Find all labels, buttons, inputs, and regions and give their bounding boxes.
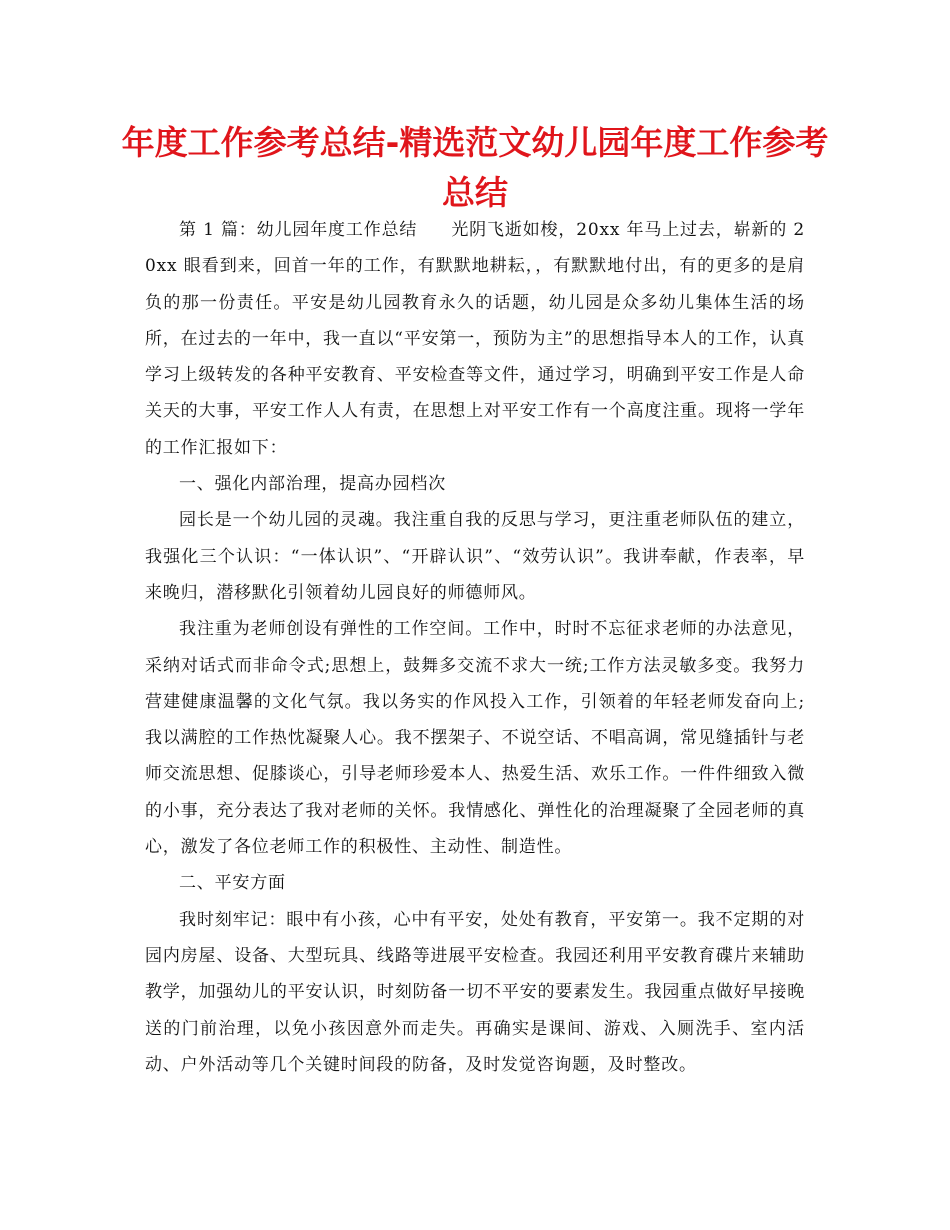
intro-paragraph bbox=[145, 212, 805, 466]
section1-paragraph-1: 园长是一个幼儿园的灵魂。我注重自我的反思与学习，更注重老师队伍的建立，我强化三个认识：“一体认识”、“开辟认识”、“效劳认识”。我讲奉献，作表率，早来晚归，潜移默化引领着幼儿园良好的师德师风。 bbox=[145, 510, 805, 603]
section1-paragraph-2: 我注重为老师创设有弹性的工作空间。工作中，时时不忘征求老师的办法意见，采纳对话式而非命令式;思想上，鼓舞多交流不求大一统;工作方法灵敏多变。我努力营建健康温馨的文化气氛。我以务实的作风投入工作，引领着的年轻老师发奋向上;我以满腔的工作热忱凝聚人心。我不摆架子、不说空话、不唱高调，常见缝插针与老师交流思想、促膝谈心，引导老师珍爱本人、热爱生活、欢乐工作。一件件细致入微的小事，充分表达了我对老师的关怀。我情感化、弹性化的治理凝聚了全园老师的真心，激发了各位老师工作的积极性、主动性、制造性。 bbox=[145, 619, 805, 858]
section1-heading: 一、强化内部治理，提高办园档次 bbox=[179, 474, 446, 495]
section2-paragraph-1: 我时刻牢记：眼中有小孩，心中有平安，处处有教育，平安第一。我不定期的对园内房屋、设备、大型玩具、线路等进展平安检查。我园还利用平安教育碟片来辅助教学，加强幼儿的平安认识，时刻防备一切不平安的要素发生。我园重点做好早接晚送的门前治理，以免小孩因意外而走失。再确实是课间、游戏、入厕洗手、室内活动、户外活动等几个关键时间段的防备，及时发觉咨询题，及时整改。 bbox=[145, 909, 805, 1075]
intro-text: 光阴飞逝如梭，20xx 年马上过去，崭新的 20xx 眼看到来，回首一年的工作，有默默地耕耘，，有默默地付出，有的更多的是肩负的那一份责任。平安是幼儿园教育永久的话题，幼儿园是众多幼儿集体生活的场所，在过去的一年中，我一直以“平安第一，预防为主”的思想指导本人的工作，认真学习上级转发的各种平安教育、平安检查等文件，通过学习，明确到平安工作是人命关天的大事，平安工作人人有责，在思想上对平安工作有一个高度注重。现将一学年的工作汇报如下： bbox=[145, 220, 805, 458]
document-body bbox=[145, 212, 805, 1083]
section2-heading: 二、平安方面 bbox=[179, 873, 286, 894]
intro-heading: 第 1 篇：幼儿园年度工作总结 bbox=[179, 220, 418, 240]
document-title: 年度工作参考总结-精选范文幼儿园年度工作参考总结 bbox=[121, 123, 829, 212]
